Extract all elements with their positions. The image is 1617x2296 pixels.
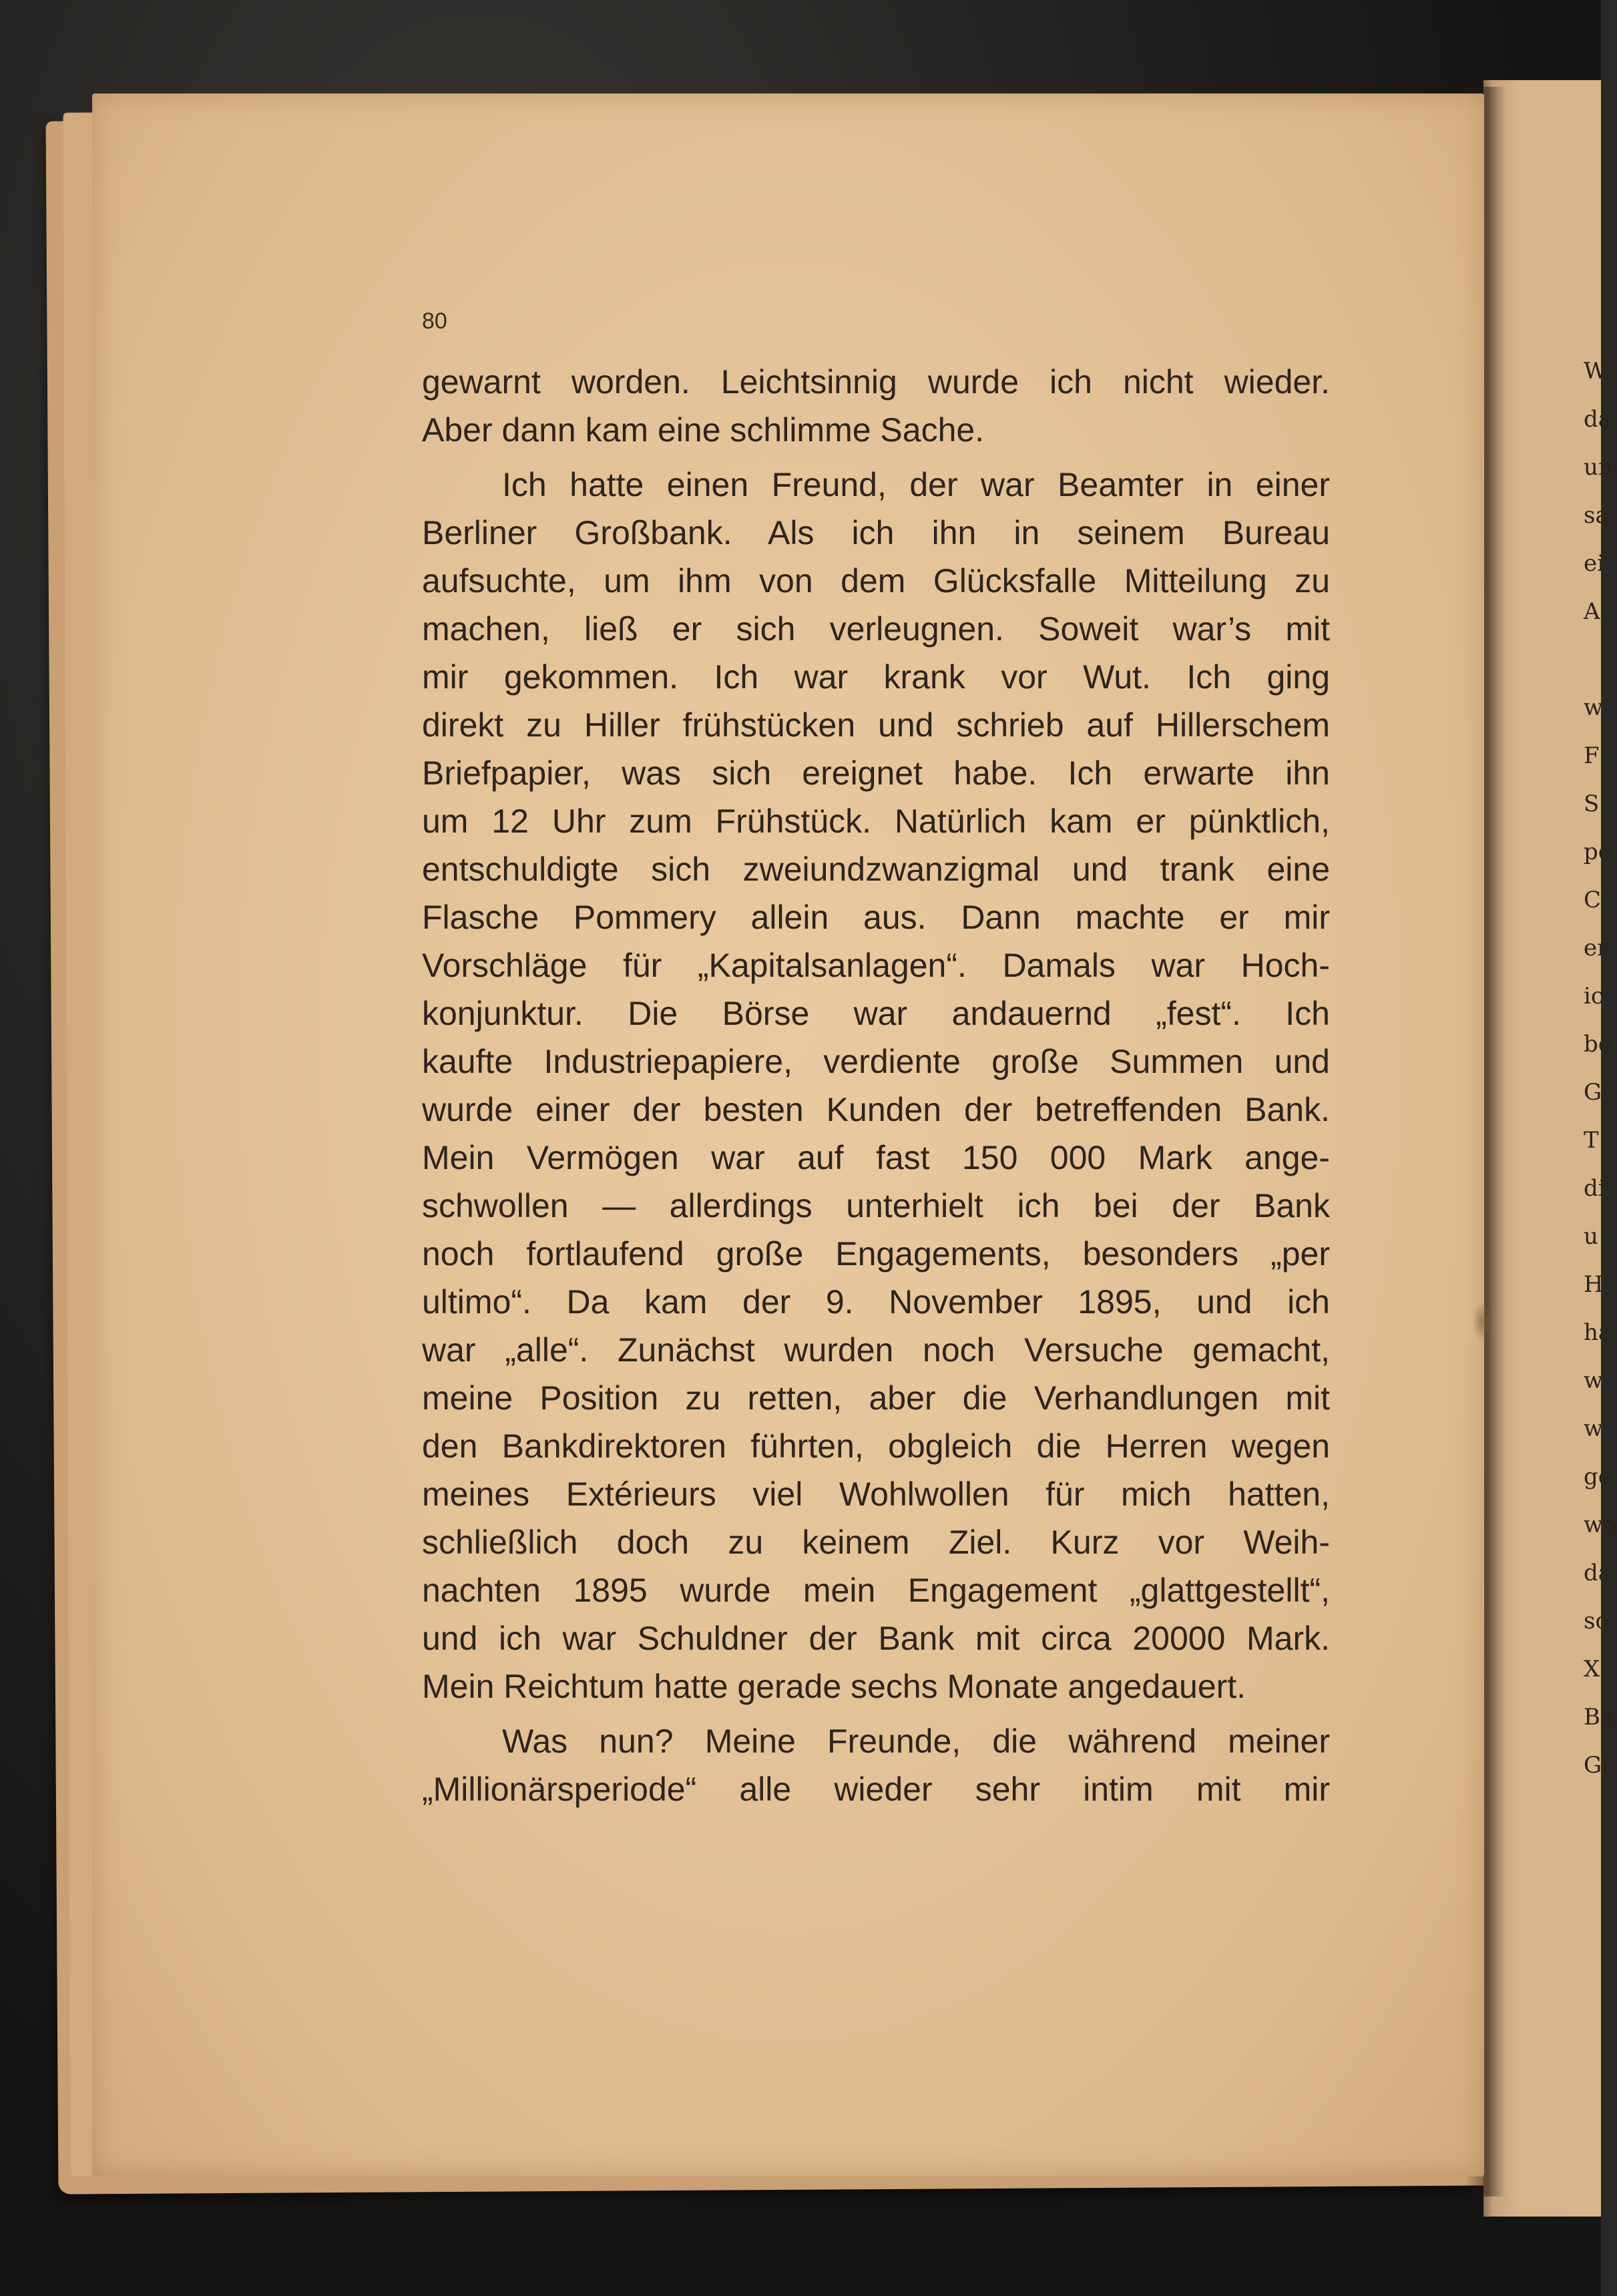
text-line: mir gekommen. Ich war krank vor Wut. Ich ging — [422, 658, 1330, 696]
facing-page-fragment: T — [1584, 1127, 1599, 1154]
facing-page-fragment: un — [1584, 454, 1613, 481]
text-line: aufsuchte, um ihm von dem Glücksfalle Mitteilung zu — [422, 562, 1330, 600]
text-line: konjunktur. Die Börse war andauernd „fest“. Ich — [422, 995, 1330, 1032]
paragraph-gap — [422, 454, 1330, 461]
text-line: war „alle“. Zunächst wurden noch Versuche gemacht, — [422, 1331, 1330, 1369]
facing-page-fragment: A — [1584, 598, 1600, 625]
facing-page-fragment: sa — [1584, 502, 1609, 529]
text-line: entschuldigte sich zweiundzwanzigmal und trank eine — [422, 851, 1330, 888]
text-line: gewarnt worden. Leichtsinnig wurde ich nicht wieder. — [422, 363, 1330, 401]
facing-page-fragment: da — [1584, 1560, 1612, 1586]
text-line: „Millionärsperiode“ alle wieder sehr intim mit mir — [422, 1771, 1330, 1808]
text-line: und ich war Schuldner der Bank mit circa 20000 Mark. — [422, 1620, 1330, 1657]
text-line: direkt zu Hiller frühstücken und schrieb auf Hillerschem — [422, 706, 1330, 744]
facing-page-fragment: so — [1584, 1608, 1609, 1634]
page-body-text — [422, 358, 1330, 1813]
text-line: Vorschläge für „Kapitalsanlagen“. Damals war Hoch- — [422, 947, 1330, 984]
text-line: Was nun? Meine Freunde, die während meiner — [502, 1723, 1330, 1760]
facing-page-fragment: X. — [1584, 1656, 1608, 1682]
facing-page-fragment: ha — [1584, 1319, 1612, 1346]
facing-page-fragment: da — [1584, 406, 1612, 433]
text-line: wurde einer der besten Kunden der betreffenden Bank. — [422, 1091, 1330, 1128]
facing-page-fragment: G — [1584, 1079, 1602, 1106]
text-line: noch fortlaufend große Engagements, besonders „per — [422, 1235, 1330, 1273]
facing-page-fragment: w — [1584, 694, 1604, 721]
facing-page-fragment: er — [1584, 935, 1608, 961]
facing-page-fragment: ge — [1584, 1463, 1612, 1490]
page-number: 80 — [422, 308, 447, 334]
text-line: ultimo“. Da kam der 9. November 1895, und ich — [422, 1283, 1330, 1321]
facing-page-fragment: W — [1584, 358, 1607, 385]
facing-page-fragment: wo — [1584, 1512, 1617, 1538]
text-line: kaufte Industriepapiere, verdiente große Summen und — [422, 1043, 1330, 1080]
text-line: den Bankdirektoren führten, obgleich die Herren wegen — [422, 1427, 1330, 1465]
page-crease — [1472, 1302, 1492, 1342]
facing-page-fragment: pe — [1584, 839, 1612, 865]
text-line: schließlich doch zu keinem Ziel. Kurz vor Weih- — [422, 1524, 1330, 1561]
text-line: Briefpapier, was sich ereignet habe. Ich erwarte ihn — [422, 754, 1330, 792]
facing-page-fragment: w — [1584, 1415, 1604, 1442]
facing-page-fragment: F — [1584, 742, 1600, 769]
facing-page-fragment: ic — [1584, 983, 1604, 1009]
facing-page-fragment: w — [1584, 1367, 1604, 1394]
facing-page-fragment — [1584, 636, 1617, 684]
facing-page-fragment: di — [1584, 1175, 1606, 1202]
facing-page-fragment: H — [1584, 1271, 1604, 1298]
text-line: schwollen — allerdings unterhielt ich bei der Bank — [422, 1187, 1330, 1224]
facing-page-fragment: Ba — [1584, 1704, 1614, 1731]
facing-page-fragment: ei — [1584, 550, 1604, 577]
text-line: Berliner Großbank. Als ich ihn in seinem Bureau — [422, 514, 1330, 551]
facing-page-fragment: Gr — [1584, 1752, 1613, 1779]
text-line: machen, ließ er sich verleugnen. Soweit war’s mit — [422, 610, 1330, 648]
text-line: Aber dann kam eine schlimme Sache. — [422, 411, 985, 449]
text-line: Mein Reichtum hatte gerade sechs Monate angedauert. — [422, 1668, 1246, 1705]
text-line: Ich hatte einen Freund, der war Beamter in einer — [502, 466, 1330, 503]
facing-page-fragment: u — [1584, 1223, 1598, 1250]
text-line: um 12 Uhr zum Frühstück. Natürlich kam er pünktlich, — [422, 802, 1330, 840]
facing-page-text-fragments — [1584, 347, 1617, 1789]
facing-page-fragment: S — [1584, 790, 1600, 817]
facing-page-fragment: be — [1584, 1031, 1612, 1058]
text-line: meines Extérieurs viel Wohlwollen für mich hatten, — [422, 1475, 1330, 1513]
text-line: nachten 1895 wurde mein Engagement „glattgestellt“, — [422, 1572, 1330, 1609]
facing-page-fragment: C — [1584, 887, 1602, 913]
text-line: Flasche Pommery allein aus. Dann machte er mir — [422, 899, 1330, 936]
text-line: Mein Vermögen war auf fast 150 000 Mark ange- — [422, 1139, 1330, 1176]
text-line: meine Position zu retten, aber die Verhandlungen mit — [422, 1379, 1330, 1417]
paragraph-gap — [422, 1710, 1330, 1717]
